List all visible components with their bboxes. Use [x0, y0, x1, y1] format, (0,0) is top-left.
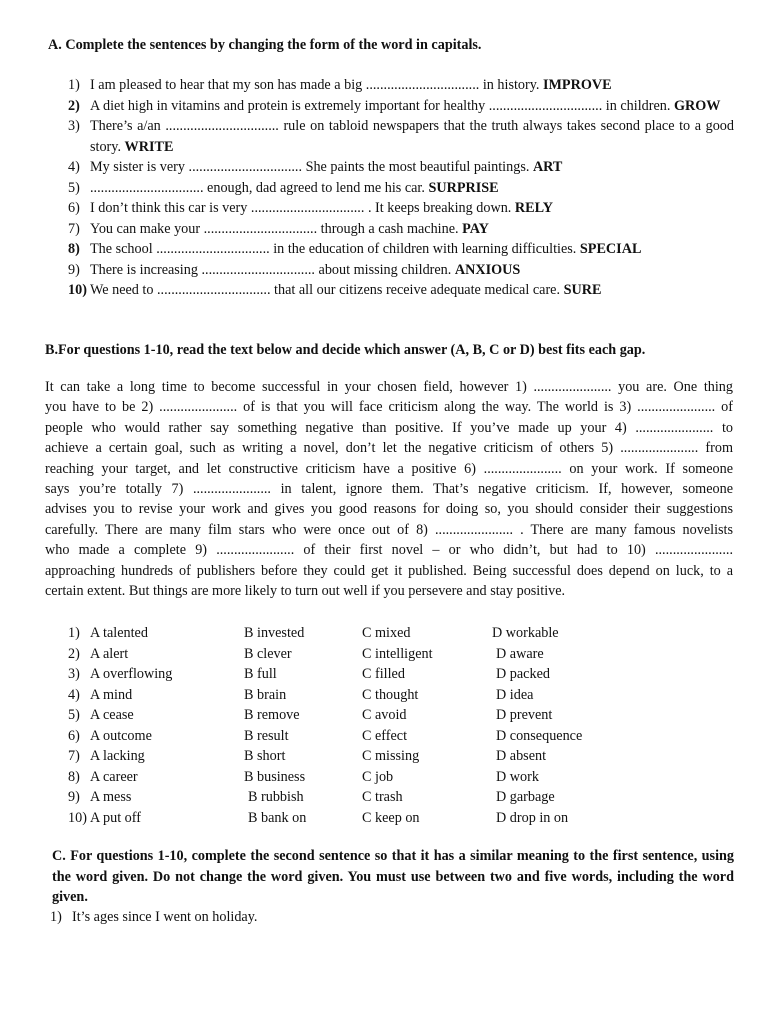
option-number: 5) [68, 707, 80, 723]
section-a-item [68, 178, 734, 199]
option-a: A cease [90, 707, 134, 723]
item-text [90, 219, 734, 240]
option-b: B remove [244, 707, 300, 723]
option-b: B clever [244, 645, 292, 662]
item-number: 2) [68, 97, 80, 114]
option-number: 7) [68, 748, 80, 764]
option-c: C keep on [362, 809, 420, 826]
option-row [68, 787, 708, 808]
sentence-text: A diet high in vitamins and protein is extremely important for healthy ................................ in children. [90, 97, 671, 114]
passage-line: carefully. There are many film stars who were once out of 8) ...................... . There are many famous novelists [45, 521, 733, 538]
option-d: D work [496, 768, 539, 785]
option-c: C missing [362, 748, 420, 764]
passage-line: you have to be 2) ...................... of is that you will face criticism along the way. The world is 3) ...................... of [45, 399, 733, 416]
option-a: A lacking [90, 748, 145, 764]
option-row [68, 644, 708, 665]
item-number: 10) [68, 282, 87, 298]
option-d: D aware [496, 645, 544, 662]
capital-word: WRITE [124, 138, 174, 155]
item-text [90, 178, 734, 199]
option-number: 3) [68, 666, 80, 682]
option-a: A outcome [90, 727, 152, 744]
option-number: 1) [68, 625, 80, 641]
passage-line: approaching hundreds of publishers before they could get it published. Being successful does depend on luck, to a [45, 562, 733, 579]
option-b: B brain [244, 686, 287, 703]
item-number: 1) [50, 909, 62, 925]
item-number: 1) [68, 77, 80, 93]
capital-word: RELY [514, 200, 554, 216]
passage-line: reaching your target, and let constructive criticism have a positive 6) ...................... on your work. If someone [45, 460, 733, 477]
passage-line: people who would rather say something negative than positive. If you’ve made up your 4) ...................... to [45, 419, 733, 436]
option-b: B full [244, 666, 277, 682]
item-number: 5) [68, 179, 80, 196]
option-b: B short [244, 748, 286, 764]
capital-word: ART [532, 159, 563, 175]
option-row [68, 767, 708, 788]
item-text [90, 75, 734, 96]
passage-line: certain extent. But things are more likely to turn out well if you persevere and stay positive. [45, 583, 566, 600]
option-row [68, 664, 708, 685]
item-text [90, 96, 734, 117]
section-b-passage [45, 377, 733, 601]
passage-line: advises you to revise your work and gives you good reasons for doing so, you should consider their suggestions [45, 501, 733, 518]
option-d: D workable [492, 625, 559, 641]
item-number: 7) [68, 220, 80, 237]
passage-line: achieve a certain goal, such as writing a novel, don’t let the negative criticism of others 5) ...................... from [45, 440, 733, 457]
section-a-item [68, 219, 734, 240]
option-b: B result [244, 727, 289, 744]
section-b-options-table [68, 623, 708, 828]
section-a-item [68, 75, 734, 96]
option-a: A put off [90, 809, 141, 826]
sentence-text: I don’t think this car is very ................................ . It keeps breaking down. [90, 200, 512, 216]
option-row [68, 685, 708, 706]
sentence-text: There is increasing ................................ about missing children. [90, 261, 452, 278]
option-b: B bank on [248, 809, 307, 826]
option-number: 8) [68, 768, 80, 785]
option-c: C avoid [362, 707, 407, 723]
capital-word: SURE [563, 282, 602, 298]
option-a: A alert [90, 645, 129, 662]
option-b: B business [244, 768, 306, 785]
option-b: B rubbish [248, 789, 304, 805]
option-c: C filled [362, 666, 405, 682]
option-d: D garbage [496, 789, 555, 805]
option-number: 4) [68, 686, 80, 703]
item-number: 6) [68, 200, 80, 216]
item-text [90, 239, 734, 260]
sentence-text: ................................ enough, dad agreed to lend me his car. [90, 179, 425, 196]
option-number: 6) [68, 727, 80, 744]
option-number: 2) [68, 645, 80, 662]
item-text [90, 280, 734, 301]
option-d: D absent [496, 748, 547, 764]
option-row [68, 808, 708, 829]
capital-word: IMPROVE [543, 77, 612, 93]
capital-word: PAY [462, 220, 489, 237]
item-text [90, 157, 734, 178]
capital-word: SURPRISE [428, 179, 499, 196]
sentence-text: You can make your ................................ through a cash machine. [90, 220, 459, 237]
section-a-heading: A. Complete the sentences by changing the form of the word in capitals. [48, 37, 482, 53]
item-number: 9) [68, 261, 80, 278]
item-number: 8) [68, 241, 80, 257]
sentence-text: I am pleased to hear that my son has made a big ................................ in history. [90, 77, 540, 93]
option-c: C effect [362, 727, 408, 744]
capital-word: ANXIOUS [454, 261, 521, 278]
item-text [90, 116, 734, 157]
option-d: D idea [496, 686, 534, 703]
option-a: A mess [90, 789, 132, 805]
option-d: D consequence [496, 727, 583, 744]
option-a: A overflowing [90, 666, 173, 682]
passage-line: says you’re totally 7) ...................... in talent, ignore them. That’s negative criticism. If, however, someone [45, 481, 733, 498]
option-row [68, 746, 708, 767]
option-row [68, 623, 708, 644]
item-number: 3) [68, 118, 80, 134]
item-text: It’s ages since I went on holiday. [72, 909, 258, 925]
option-number: 10) [68, 809, 87, 826]
option-d: D drop in on [496, 809, 569, 826]
option-a: A talented [90, 625, 148, 641]
capital-word: SPECIAL [579, 241, 642, 257]
sentence-text: There’s a/an ................................ rule on tabloid newspapers that the truth always takes second place to a good story. [90, 118, 734, 155]
option-row [68, 726, 708, 747]
sentence-text: My sister is very ................................ She paints the most beautiful paintings. [90, 159, 530, 175]
option-number: 9) [68, 789, 80, 805]
capital-word: GROW [673, 97, 721, 114]
section-a-item [68, 260, 734, 281]
sentence-text: We need to ................................ that all our citizens receive adequate medical care. [90, 282, 561, 298]
option-c: C trash [362, 789, 403, 805]
option-a: A career [90, 768, 138, 785]
section-c-item [50, 907, 257, 927]
section-a-list [68, 75, 734, 301]
item-text [90, 198, 734, 219]
option-c: C thought [362, 686, 419, 703]
option-a: A mind [90, 686, 133, 703]
option-b: B invested [244, 625, 305, 641]
section-a-item [68, 96, 734, 117]
option-d: D prevent [496, 707, 553, 723]
item-number: 4) [68, 159, 80, 175]
option-row [68, 705, 708, 726]
section-a-item [68, 116, 734, 157]
section-a-item [68, 198, 734, 219]
item-text [90, 260, 734, 281]
option-d: D packed [496, 666, 550, 682]
passage-line: It can take a long time to become successful in your chosen field, however 1) ...................... you are. One thing [45, 379, 733, 395]
section-a-item [68, 280, 734, 301]
section-a-item [68, 157, 734, 178]
section-c-heading: C. For questions 1-10, complete the second sentence so that it has a similar meaning to the first sentence, using the word given. Do not change the word given. You must use between two and five words, including the word given. [52, 848, 734, 905]
section-b-heading: B.For questions 1-10, read the text below and decide which answer (A, B, C or D) best fits each gap. [45, 342, 646, 358]
section-a-item [68, 239, 734, 260]
passage-line: who made a complete 9) ...................... of their first novel – or who didn’t, but had to 10) ...................... [45, 542, 733, 559]
option-c: C intelligent [362, 645, 433, 662]
option-c: C mixed [362, 625, 411, 641]
sentence-text: The school ................................ in the education of children with learning difficulties. [90, 241, 577, 257]
option-c: C job [362, 768, 394, 785]
